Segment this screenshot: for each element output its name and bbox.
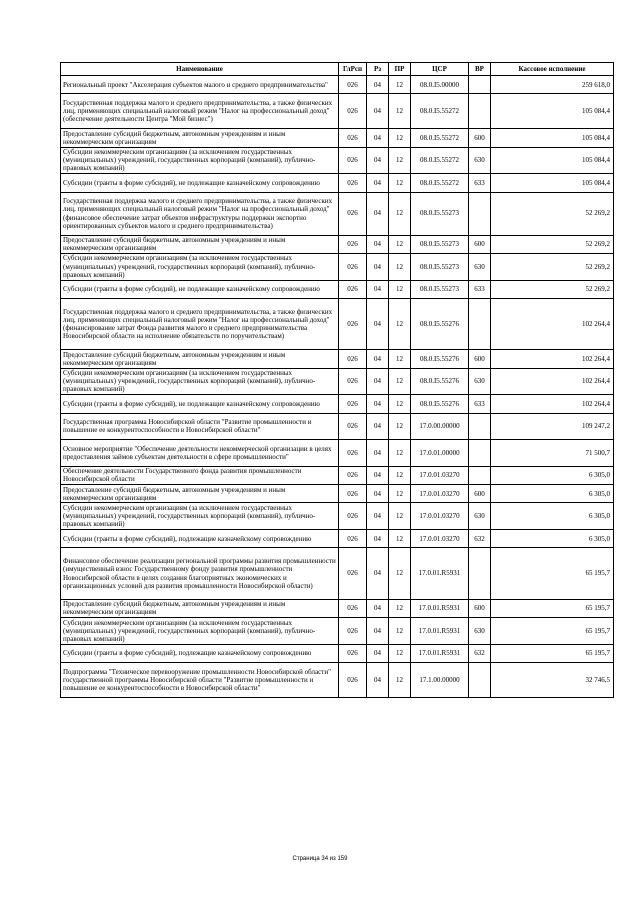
cell-glrsp: 026 [339, 548, 367, 599]
cell-rz: 04 [367, 192, 389, 235]
cell-csr: 08.0.I5.55276 [411, 350, 469, 368]
cell-vr: 600 [469, 599, 491, 617]
cell-vr: 633 [469, 395, 491, 413]
cell-rz: 04 [367, 76, 389, 94]
cell-amount: 109 247,2 [491, 413, 614, 440]
cell-amount: 6 305,0 [491, 485, 614, 503]
cell-vr: 600 [469, 485, 491, 503]
budget-table [60, 62, 614, 698]
table-row [61, 298, 614, 349]
cell-amount: 65 195,7 [491, 618, 614, 645]
cell-rz: 04 [367, 599, 389, 617]
cell-glrsp: 026 [339, 174, 367, 192]
table-row [61, 192, 614, 235]
cell-rz: 04 [367, 350, 389, 368]
cell-amount: 6 305,0 [491, 503, 614, 530]
cell-glrsp: 026 [339, 530, 367, 548]
cell-rz: 04 [367, 485, 389, 503]
cell-amount: 102 264,4 [491, 298, 614, 349]
cell-rz: 04 [367, 94, 389, 129]
cell-rz: 04 [367, 413, 389, 440]
cell-pr: 12 [389, 395, 411, 413]
cell-amount: 259 618,0 [491, 76, 614, 94]
cell-rz: 04 [367, 235, 389, 253]
cell-glrsp: 026 [339, 395, 367, 413]
cell-glrsp: 026 [339, 440, 367, 467]
cell-name: Предоставление субсидий бюджетным, автономным учреждениям и иным некоммерческим организациям [61, 129, 339, 147]
cell-pr: 12 [389, 599, 411, 617]
cell-amount: 65 195,7 [491, 548, 614, 599]
cell-csr: 08.0.I5.55272 [411, 147, 469, 174]
cell-pr: 12 [389, 663, 411, 698]
cell-rz: 04 [367, 368, 389, 395]
cell-rz: 04 [367, 253, 389, 280]
table-row [61, 485, 614, 503]
cell-name: Субсидии некоммерческим организациям (за исключением государственных (муниципальных) учреждений, государственных корпораций (компаний), публично-правовых компаний) [61, 253, 339, 280]
cell-glrsp: 026 [339, 147, 367, 174]
cell-rz: 04 [367, 618, 389, 645]
cell-glrsp: 026 [339, 253, 367, 280]
cell-rz: 04 [367, 663, 389, 698]
cell-vr: 632 [469, 644, 491, 662]
cell-vr: 633 [469, 280, 491, 298]
table-row [61, 663, 614, 698]
cell-amount: 105 084,4 [491, 129, 614, 147]
table-row [61, 129, 614, 147]
cell-amount: 32 746,5 [491, 663, 614, 698]
cell-pr: 12 [389, 280, 411, 298]
header-vr: ВР [469, 63, 491, 76]
table-row [61, 147, 614, 174]
cell-csr: 08.0.I5.55273 [411, 235, 469, 253]
cell-rz: 04 [367, 395, 389, 413]
cell-amount: 52 269,2 [491, 192, 614, 235]
cell-rz: 04 [367, 530, 389, 548]
table-row [61, 530, 614, 548]
cell-glrsp: 026 [339, 663, 367, 698]
cell-rz: 04 [367, 440, 389, 467]
cell-name: Обеспечение деятельности Государственного фонда развития промышленности Новосибирской области [61, 466, 339, 484]
cell-pr: 12 [389, 298, 411, 349]
cell-vr [469, 413, 491, 440]
cell-rz: 04 [367, 503, 389, 530]
cell-pr: 12 [389, 94, 411, 129]
cell-name: Государственная поддержка малого и среднего предпринимательства, а также физических лиц, применяющих специальный налоговый режим "Налог на профессиональный доход" (финансирование затрат Фонда развития малого и среднего предпринимательства Новосибирской области на исполнение обязательств по поручительствам) [61, 298, 339, 349]
cell-pr: 12 [389, 368, 411, 395]
header-amount: Кассовое исполнение [491, 63, 614, 76]
header-glrsp: ГлРсп [339, 63, 367, 76]
cell-pr: 12 [389, 548, 411, 599]
table-row [61, 235, 614, 253]
cell-amount: 6 305,0 [491, 466, 614, 484]
cell-vr: 600 [469, 350, 491, 368]
cell-amount: 52 269,2 [491, 253, 614, 280]
cell-glrsp: 026 [339, 280, 367, 298]
table-row [61, 350, 614, 368]
cell-csr: 17.0.00.00000 [411, 413, 469, 440]
cell-glrsp: 026 [339, 192, 367, 235]
cell-rz: 04 [367, 174, 389, 192]
cell-pr: 12 [389, 76, 411, 94]
cell-pr: 12 [389, 485, 411, 503]
cell-vr [469, 94, 491, 129]
cell-csr: 08.0.I5.55276 [411, 298, 469, 349]
cell-glrsp: 026 [339, 76, 367, 94]
cell-vr: 633 [469, 174, 491, 192]
cell-name: Основное мероприятие "Обеспечение деятельности некоммерческой организации в целях предоставления займов субъектам деятельности в сфере промышленности" [61, 440, 339, 467]
cell-pr: 12 [389, 644, 411, 662]
header-name: Наименование [61, 63, 339, 76]
cell-glrsp: 026 [339, 350, 367, 368]
header-pr: ПР [389, 63, 411, 76]
cell-pr: 12 [389, 174, 411, 192]
cell-amount: 71 500,7 [491, 440, 614, 467]
cell-csr: 08.0.I5.55276 [411, 368, 469, 395]
cell-name: Государственная поддержка малого и среднего предпринимательства, а также физических лиц, применяющих специальный налоговый режим "Налог на профессиональный доход" (финансовое обеспечение затрат объектов инфраструктуры поддержки экспортно ориентированных субъектов малого и среднего предпринимательства) [61, 192, 339, 235]
table-row [61, 94, 614, 129]
cell-csr: 08.0.I5.55273 [411, 280, 469, 298]
table-row [61, 395, 614, 413]
cell-amount: 105 084,4 [491, 147, 614, 174]
cell-vr: 630 [469, 618, 491, 645]
table-row [61, 599, 614, 617]
cell-csr: 08.0.I5.55276 [411, 395, 469, 413]
cell-name: Субсидии (гранты в форме субсидий), подлежащие казначейскому сопровождению [61, 530, 339, 548]
cell-pr: 12 [389, 129, 411, 147]
cell-vr: 600 [469, 129, 491, 147]
cell-rz: 04 [367, 548, 389, 599]
cell-glrsp: 026 [339, 298, 367, 349]
cell-amount: 6 305,0 [491, 530, 614, 548]
cell-glrsp: 026 [339, 618, 367, 645]
cell-vr [469, 298, 491, 349]
table-header-row [61, 63, 614, 76]
cell-amount: 65 195,7 [491, 644, 614, 662]
cell-csr: 17.0.01.00000 [411, 440, 469, 467]
cell-vr [469, 466, 491, 484]
cell-amount: 102 264,4 [491, 368, 614, 395]
cell-csr: 08.0.I5.55272 [411, 129, 469, 147]
header-rz: Рз [367, 63, 389, 76]
cell-pr: 12 [389, 503, 411, 530]
cell-csr: 17.0.01.03270 [411, 530, 469, 548]
cell-pr: 12 [389, 253, 411, 280]
cell-csr: 17.0.01.R5931 [411, 618, 469, 645]
cell-name: Субсидии некоммерческим организациям (за исключением государственных (муниципальных) учреждений, государственных корпораций (компаний), публично-правовых компаний) [61, 503, 339, 530]
table-row [61, 76, 614, 94]
cell-csr: 17.1.00.00000 [411, 663, 469, 698]
cell-vr [469, 663, 491, 698]
cell-amount: 102 264,4 [491, 350, 614, 368]
cell-name: Государственная программа Новосибирской области "Развитие промышленности и повышение ее конкурентоспособности в Новосибирской области" [61, 413, 339, 440]
cell-vr: 630 [469, 503, 491, 530]
cell-amount: 52 269,2 [491, 235, 614, 253]
table-row [61, 174, 614, 192]
cell-amount: 105 084,4 [491, 94, 614, 129]
cell-pr: 12 [389, 618, 411, 645]
cell-name: Предоставление субсидий бюджетным, автономным учреждениям и иным некоммерческим организациям [61, 599, 339, 617]
table-row [61, 253, 614, 280]
cell-amount: 102 264,4 [491, 395, 614, 413]
cell-glrsp: 026 [339, 485, 367, 503]
cell-name: Субсидии некоммерческим организациям (за исключением государственных (муниципальных) учреждений, государственных корпораций (компаний), публично-правовых компаний) [61, 147, 339, 174]
cell-vr: 630 [469, 368, 491, 395]
cell-rz: 04 [367, 466, 389, 484]
cell-name: Предоставление субсидий бюджетным, автономным учреждениям и иным некоммерческим организациям [61, 235, 339, 253]
cell-csr: 17.0.01.03270 [411, 485, 469, 503]
cell-vr [469, 440, 491, 467]
table-row [61, 466, 614, 484]
cell-name: Региональный проект "Акселерация субъектов малого и среднего предпринимательства" [61, 76, 339, 94]
cell-glrsp: 026 [339, 235, 367, 253]
cell-csr: 08.0.I5.00000 [411, 76, 469, 94]
cell-vr: 600 [469, 235, 491, 253]
cell-glrsp: 026 [339, 413, 367, 440]
cell-name: Субсидии (гранты в форме субсидий), подлежащие казначейскому сопровождению [61, 644, 339, 662]
cell-glrsp: 026 [339, 599, 367, 617]
cell-glrsp: 026 [339, 466, 367, 484]
cell-name: Подпрограмма "Техническое перевооружение промышленности Новосибирской области" государственной программы Новосибирской области "Развитие промышленности и повышение ее конкурентоспособности в Новосибирской области" [61, 663, 339, 698]
table-row [61, 644, 614, 662]
cell-name: Субсидии (гранты в форме субсидий), не подлежащие казначейскому сопровождению [61, 395, 339, 413]
cell-rz: 04 [367, 129, 389, 147]
cell-csr: 08.0.I5.55272 [411, 94, 469, 129]
cell-name: Субсидии (гранты в форме субсидий), не подлежащие казначейскому сопровождению [61, 174, 339, 192]
cell-glrsp: 026 [339, 94, 367, 129]
cell-amount: 65 195,7 [491, 599, 614, 617]
table-row [61, 440, 614, 467]
table-row [61, 368, 614, 395]
cell-pr: 12 [389, 235, 411, 253]
cell-pr: 12 [389, 530, 411, 548]
cell-pr: 12 [389, 147, 411, 174]
cell-vr [469, 548, 491, 599]
cell-glrsp: 026 [339, 644, 367, 662]
cell-pr: 12 [389, 350, 411, 368]
cell-csr: 08.0.I5.55273 [411, 253, 469, 280]
cell-rz: 04 [367, 147, 389, 174]
cell-csr: 17.0.01.R5931 [411, 644, 469, 662]
cell-pr: 12 [389, 413, 411, 440]
cell-pr: 12 [389, 440, 411, 467]
cell-name: Государственная поддержка малого и среднего предпринимательства, а также физических лиц, применяющих специальный налоговый режим "Налог на профессиональный доход" (обеспечение деятельности Центра "Мой бизнес") [61, 94, 339, 129]
cell-amount: 105 084,4 [491, 174, 614, 192]
cell-csr: 17.0.01.03270 [411, 466, 469, 484]
cell-glrsp: 026 [339, 368, 367, 395]
cell-csr: 17.0.01.R5931 [411, 548, 469, 599]
page-number: Страница 34 из 159 [292, 856, 348, 862]
cell-name: Предоставление субсидий бюджетным, автономным учреждениям и иным некоммерческим организациям [61, 350, 339, 368]
cell-glrsp: 026 [339, 503, 367, 530]
header-csr: ЦСР [411, 63, 469, 76]
cell-rz: 04 [367, 644, 389, 662]
cell-pr: 12 [389, 192, 411, 235]
cell-name: Субсидии некоммерческим организациям (за исключением государственных (муниципальных) учреждений, государственных корпораций (компаний), публично-правовых компаний) [61, 618, 339, 645]
cell-csr: 17.0.01.03270 [411, 503, 469, 530]
cell-csr: 17.0.01.R5931 [411, 599, 469, 617]
cell-vr: 630 [469, 253, 491, 280]
cell-vr: 630 [469, 147, 491, 174]
table-row [61, 413, 614, 440]
cell-vr: 632 [469, 530, 491, 548]
cell-vr [469, 76, 491, 94]
cell-vr [469, 192, 491, 235]
cell-amount: 52 269,2 [491, 280, 614, 298]
cell-rz: 04 [367, 280, 389, 298]
cell-name: Субсидии некоммерческим организациям (за исключением государственных (муниципальных) учреждений, государственных корпораций (компаний), публично-правовых компаний) [61, 368, 339, 395]
cell-name: Предоставление субсидий бюджетным, автономным учреждениям и иным некоммерческим организациям [61, 485, 339, 503]
table-row [61, 503, 614, 530]
cell-name: Финансовое обеспечение реализации региональной программы развития промышленности (имущественный взнос Государственному фонду развития промышленности Новосибирской области в целях создания благоприятных экономических и организационных условий для развития промышленности Новосибирской области) [61, 548, 339, 599]
cell-csr: 08.0.I5.55272 [411, 174, 469, 192]
document-page [60, 62, 613, 698]
table-row [61, 280, 614, 298]
cell-pr: 12 [389, 466, 411, 484]
table-row [61, 548, 614, 599]
cell-csr: 08.0.I5.55273 [411, 192, 469, 235]
cell-rz: 04 [367, 298, 389, 349]
cell-glrsp: 026 [339, 129, 367, 147]
cell-name: Субсидии (гранты в форме субсидий), не подлежащие казначейскому сопровождению [61, 280, 339, 298]
table-row [61, 618, 614, 645]
